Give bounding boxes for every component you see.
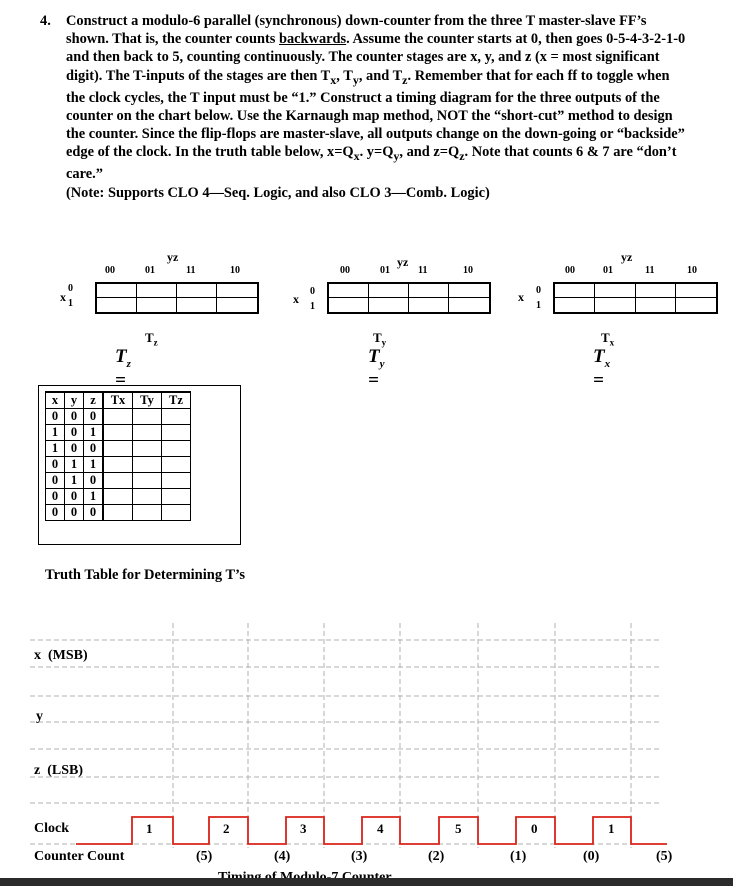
kmap-equation: $T_x$ =: [593, 346, 611, 391]
count-label: (0): [583, 849, 600, 864]
kmap-row-label: 0: [68, 283, 73, 294]
kmap-col-label: 01: [380, 265, 390, 276]
table-row: 0 0 1: [46, 489, 191, 505]
kmap-target-label: $T_z$: [145, 330, 158, 348]
kmap-row-label: 0: [536, 285, 541, 296]
table-row: 1 0 0: [46, 441, 191, 457]
signal-label-z: z (LSB): [34, 763, 83, 778]
count-label: (5): [656, 849, 673, 864]
counter-count-label: Counter Count: [34, 849, 125, 864]
kmap-col-label: 00: [105, 265, 115, 276]
kmap-col-label: 01: [603, 265, 613, 276]
kmap-col-label: 11: [186, 265, 196, 276]
kmap-col-label: 00: [340, 265, 350, 276]
truth-table-caption: Truth Table for Determining T’s: [45, 567, 246, 583]
count-label: (5): [196, 849, 213, 864]
signal-label-y: y: [36, 709, 43, 724]
underlined-word: backwards: [278, 31, 347, 48]
count-label: (1): [510, 849, 527, 864]
kmap-yz-label: yz: [397, 255, 409, 269]
kmap-col-label: 10: [230, 265, 240, 276]
clock-pulse-label: 5: [455, 821, 462, 836]
kmap-x-label: x: [60, 290, 66, 304]
kmap-col-label: 10: [463, 265, 473, 276]
kmap-x-label: x: [518, 290, 524, 304]
kmap-col-label: 11: [645, 265, 655, 276]
clock-label: Clock: [34, 821, 69, 836]
kmap-equation: $T_y$ =: [368, 346, 385, 391]
clock-pulse-label: 0: [531, 821, 538, 836]
kmap-col-label: 11: [418, 265, 428, 276]
kmap-x-label: x: [293, 292, 299, 306]
count-label: (4): [274, 849, 291, 864]
kmap-col-label: 10: [687, 265, 697, 276]
kmap-yz-label: yz: [621, 250, 633, 264]
table-header-row: x y z Tx Ty Tz: [46, 392, 191, 409]
table-row: 0 0 0: [46, 505, 191, 521]
clock-waveform: [76, 817, 667, 844]
table-row: 0 0 0: [46, 409, 191, 425]
kmap-row-label: 1: [536, 300, 541, 311]
kmap-target-label: $T_x$: [601, 330, 615, 348]
problem-number: 4.: [40, 13, 51, 29]
problem-paragraph: Construct a modulo-6 parallel (synchronous) down-counter from the three T master-slave FF’s shown. That is, the counter counts backwards. Assume the counter starts at 0, then goes 0-5-4-3-2-1-0 and then back to 5, counting continuously. The counter stages are x, y, and z (x = most significant digit). The T-inputs of the stages are then $T_x$, $T_y$, and $T_z$. Remember that for each ff to toggle when the clock cycles, the T input must be “1.” Construct a timing diagram for the three outputs of the counter on the chart below. Use the Karnaugh map method, NOT the “short-cut” method to design the counter. Since the flip-flops are master-slave, all outputs change on the down-going or “backside” edge of the clock. In the truth table below, $x=Q_x$. $y=Q_y$, and $z=Q_z$. Note that counts 6 & 7 are “don’t care.”: [66, 13, 686, 183]
kmap-row-label: 0: [310, 286, 315, 297]
clock-pulse-label: 1: [608, 821, 615, 836]
kmap-col-label: 01: [145, 265, 155, 276]
problem-note: (Note: Supports CLO 4—Seq. Logic, and also CLO 3—Comb. Logic): [66, 184, 490, 201]
kmap-target-label: $T_y$: [373, 330, 387, 348]
bottom-bar: [0, 878, 733, 886]
table-row: 1 0 1: [46, 425, 191, 441]
table-row: 0 1 0: [46, 473, 191, 489]
signal-label-x: x (MSB): [34, 648, 88, 663]
clock-pulse-label: 2: [223, 821, 230, 836]
kmap-row-label: 1: [68, 298, 73, 309]
kmap-equation: $T_z$ =: [115, 346, 131, 391]
table-row: 0 1 1: [46, 457, 191, 473]
clock-pulse-label: 1: [146, 821, 153, 836]
count-label: (2): [428, 849, 445, 864]
kmap-col-label: 00: [565, 265, 575, 276]
clock-pulse-label: 4: [377, 821, 384, 836]
count-label: (3): [351, 849, 368, 864]
kmap-row-label: 1: [310, 301, 315, 312]
clock-pulse-label: 3: [300, 821, 307, 836]
kmap-yz-label: yz: [167, 250, 179, 264]
